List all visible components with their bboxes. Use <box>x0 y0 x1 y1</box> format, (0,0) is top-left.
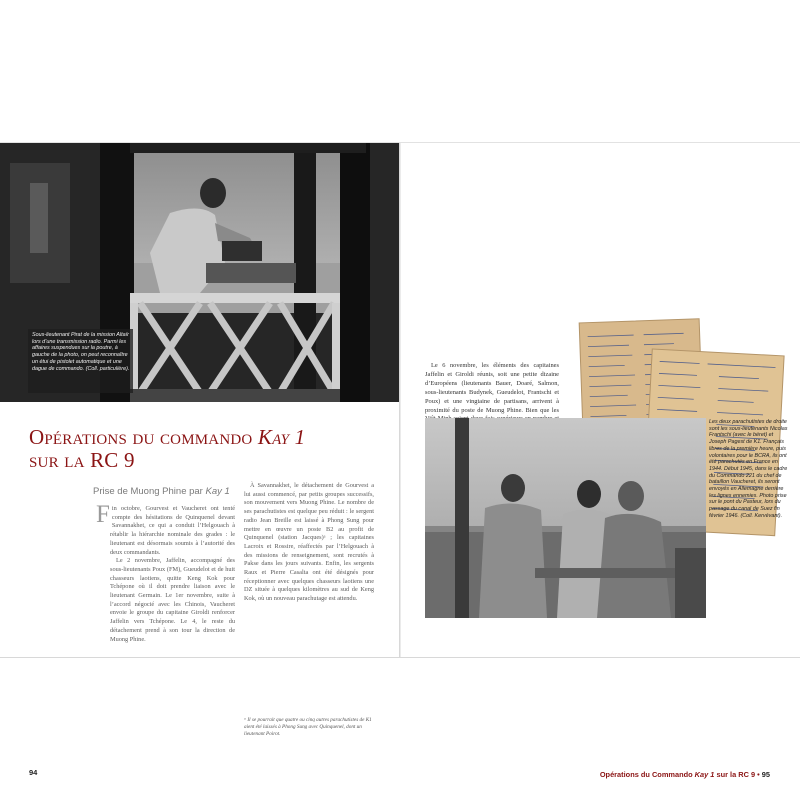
footer-kay: Kay 1 <box>694 770 715 779</box>
footer-part1: Opérations du Commando <box>599 770 695 779</box>
page-running-footer <box>600 770 770 779</box>
section-subhead <box>93 486 230 497</box>
text-column-left-b <box>244 482 374 604</box>
radio-photo-caption: Sous-lieutenant Pirat de la mission Altaïr lors d’une transmission radio. Parmi les affaires suspendues sur la poutre, à gauche de la photo, on peut reconnaître un étui de pistolet automatique et une dague de commando. (Coll. particulière). <box>28 329 133 393</box>
text-column-left-a <box>96 501 235 644</box>
chapter-title-kay: Kay 1 <box>257 425 306 449</box>
book-spread <box>0 142 800 779</box>
paragraph <box>96 501 235 557</box>
drop-cap: F <box>96 501 110 528</box>
paragraph: Le 2 novembre, Jaffelin, accompagné des sous-lieutenants Poux (FM), Gueudelot et de huit chasseurs laotiens, quitte Keng Kok pour Tchépone où il doit prendre liaison avec le lieutenant Germain. Le 1er novembre, suite à l’accord négocié avec les Chinois, Vaucheret envoie le groupe du capitaine Giroldi renforcer Jaffelin vers Tchépone. Le 4, le reste du détachement prend à son tour la direction de Muong Phine. <box>110 557 235 643</box>
chapter-title-part1: Opérations du commando <box>29 425 258 449</box>
chapter-title-line2: sur la RC 9 <box>29 448 135 472</box>
book-gutter <box>399 143 401 657</box>
chapter-title <box>29 426 389 472</box>
paratroopers-image <box>425 418 706 618</box>
subhead-italic: Kay 1 <box>205 486 230 497</box>
paratroopers-photo <box>425 418 706 618</box>
paragraph: Le 6 novembre, les éléments des capitaines Jaffelin et Giroldi réunis, soit une petite dizaine d’Européens (lieutenants Bauer, Doaré, Salmon, sous-lieutenants Budynek, Gueudelot, Frantschi et Poux) et une vingtaine de partisans, arrivent à proximité du poste de Muong Phine. Bien que les <box>425 362 559 414</box>
footnote: ᵃ Il se pourrait que quatre ou cinq autres parachutistes de K1 aient été laissés à Phong Sung avec Quinquenel, dont un lieutenant Poirot. <box>244 717 372 737</box>
subhead-text: Prise de Muong Phine par <box>93 486 206 497</box>
page-number-left: 94 <box>29 768 38 777</box>
paragraph-text: in octobre, Gourvest et Vaucheret ont tenté compte des hésitations de Quinquenel devant Savannakhet, ce qui a conduit l’Helgouach à rétablir la hiérarchie nominale des grades : le lieutenant est désormais soumis à l’autorité des deux commandants. <box>110 505 235 556</box>
paragraph: À Savannakhet, le détachement de Gourvest a lui aussi commencé, par petits groupes successifs, son mouvement vers Muong Phine. Le nombre de ses parachutistes est quelque peu réduit : le sergent radio Jean Breille est laissé à Phong Sung pour mettre en œuvre un poste B2 au profit de Quinquenel (station Jacques)ᵃ ; les capitaines Lacroix et Rossire, réaffectés par l’Helgouach à des missions de renseignement, sont recrutés à Pakse dans les jours suivants. Enfin, les sergents Raux et Pierre Casalta ont été désignés pour réceptionner avec quelques chasseurs laotiens une DZ située à quelques kilomètres au sud de Keng Kok, où un nouveau parachutage est attendu. <box>244 482 374 603</box>
paratroopers-caption: Les deux parachutistes de droite sont les sous-lieutenants Nicolas Frantschi (avec le béret) et Joseph Pagest de K1. Français libres de la première heure, puis volontaires pour le BCRA, ils ont été parachutés en France en 1944. Début 1945, dans le cadre du Commando 221 du chef de bataillon Vaucheret, ils seront envoyés en Allemagne derrière les lignes ennemies. Photo prise sur le pont du Pasteur, lors du passage du canal de Suez fin février 1946. (Coll. Kervévant). <box>709 419 788 519</box>
page-number-right: 95 <box>761 770 770 779</box>
footer-part2: sur la RC 9 • <box>714 770 762 779</box>
